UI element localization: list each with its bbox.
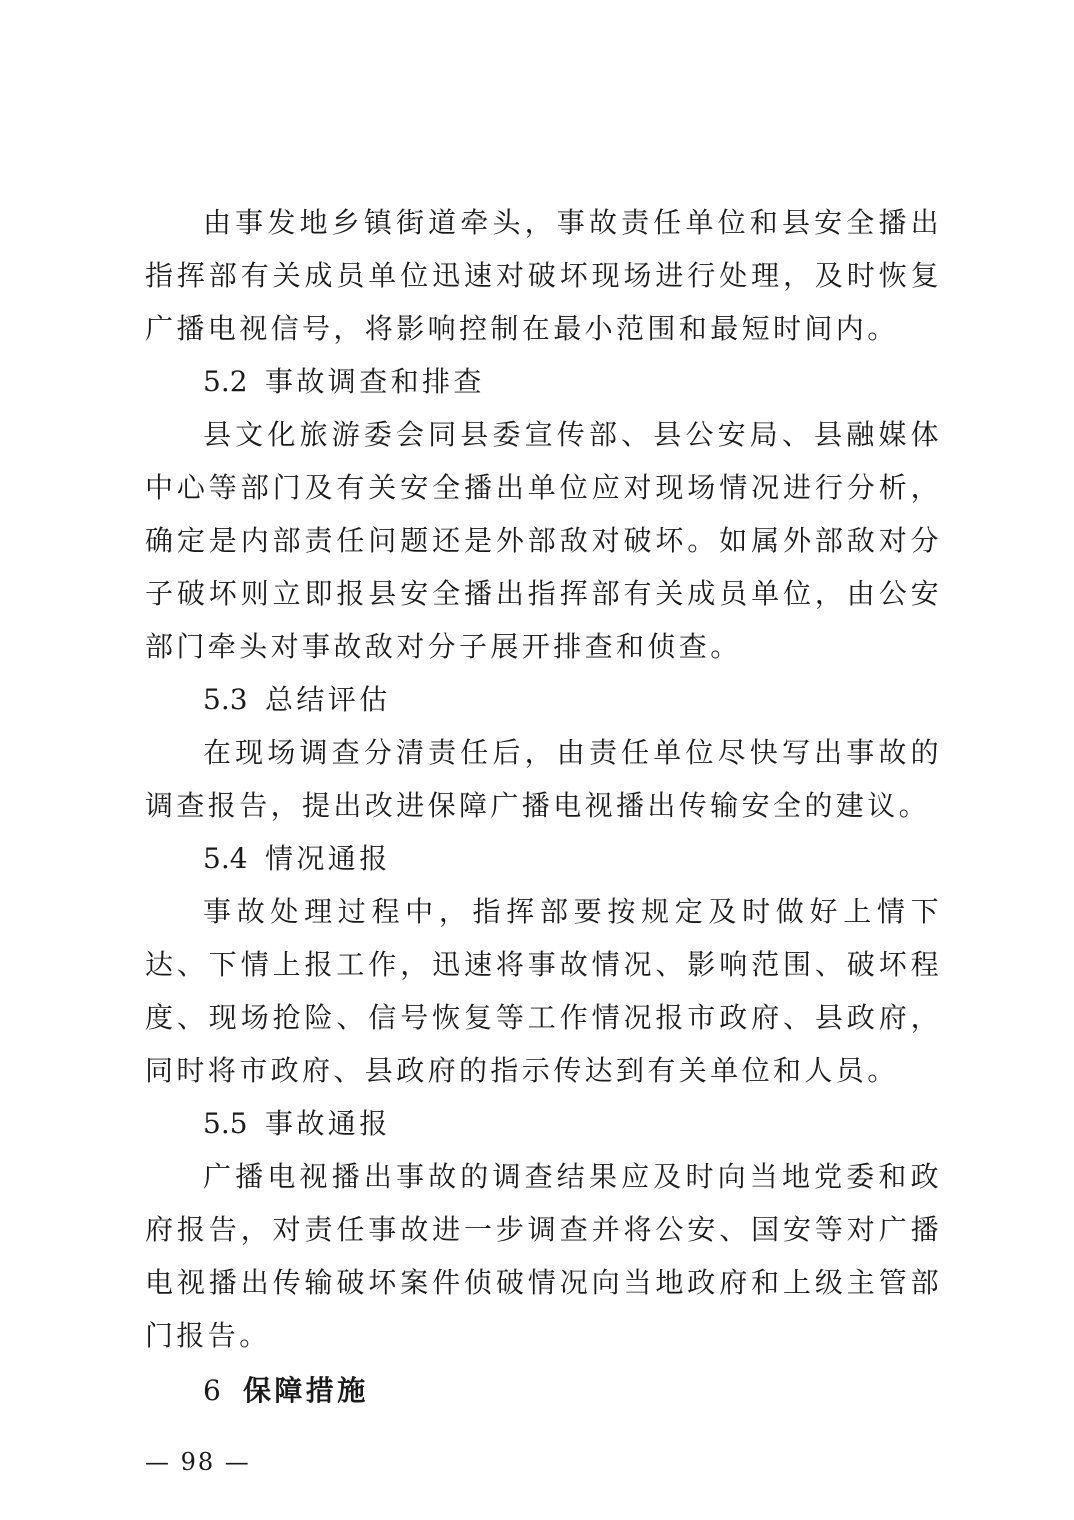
section-number: 5.5 [203,1107,248,1140]
section-heading-5-3 [145,673,942,726]
paragraph-summary-evaluation: 在现场调查分清责任后，由责任单位尽快写出事故的调查报告，提出改进保障广播电视播出传输安全的建议。 [145,736,942,822]
page-number: — 98 — [145,1448,251,1476]
paragraph-incident-handling: 由事发地乡镇街道牵头，事故责任单位和县安全播出指挥部有关成员单位迅速对破坏现场进行处理，及时恢复广播电视信号，将影响控制在最小范围和最短时间内。 [145,206,942,345]
section-heading-5-4 [145,832,942,885]
section-number: 6 [203,1374,221,1407]
paragraph-investigation: 县文化旅游委会同县委宣传部、县公安局、县融媒体中心等部门及有关安全播出单位应对现场情况进行分析，确定是内部责任问题还是外部敌对破坏。如属外部敌对分子破坏则立即报县安全播出指挥部有关成员单位，由公安部门牵头对事故敌对分子展开排查和侦查。 [145,418,942,663]
section-title: 事故通报 [265,1107,391,1140]
section-title: 事故调查和排查 [265,365,485,398]
section-heading-6 [145,1364,942,1417]
paragraph-incident-report: 广播电视播出事故的调查结果应及时向当地党委和政府报告，对责任事故进一步调查并将公安、国安等对广播电视播出传输破坏案件侦破情况向当地政府和上级主管部门报告。 [145,1160,942,1352]
document-body [145,196,942,1417]
paragraph-situation-report: 事故处理过程中，指挥部要按规定及时做好上情下达、下情上报工作，迅速将事故情况、影响范围、破坏程度、现场抢险、信号恢复等工作情况报市政府、县政府，同时将市政府、县政府的指示传达到有关单位和人员。 [145,895,942,1087]
section-number: 5.4 [203,842,248,875]
section-heading-5-5 [145,1097,942,1150]
section-number: 5.3 [203,683,248,716]
section-heading-5-2 [145,355,942,408]
section-number: 5.2 [203,365,248,398]
section-title: 总结评估 [265,683,391,716]
section-title: 情况通报 [265,842,391,875]
section-title: 保障措施 [243,1374,369,1407]
